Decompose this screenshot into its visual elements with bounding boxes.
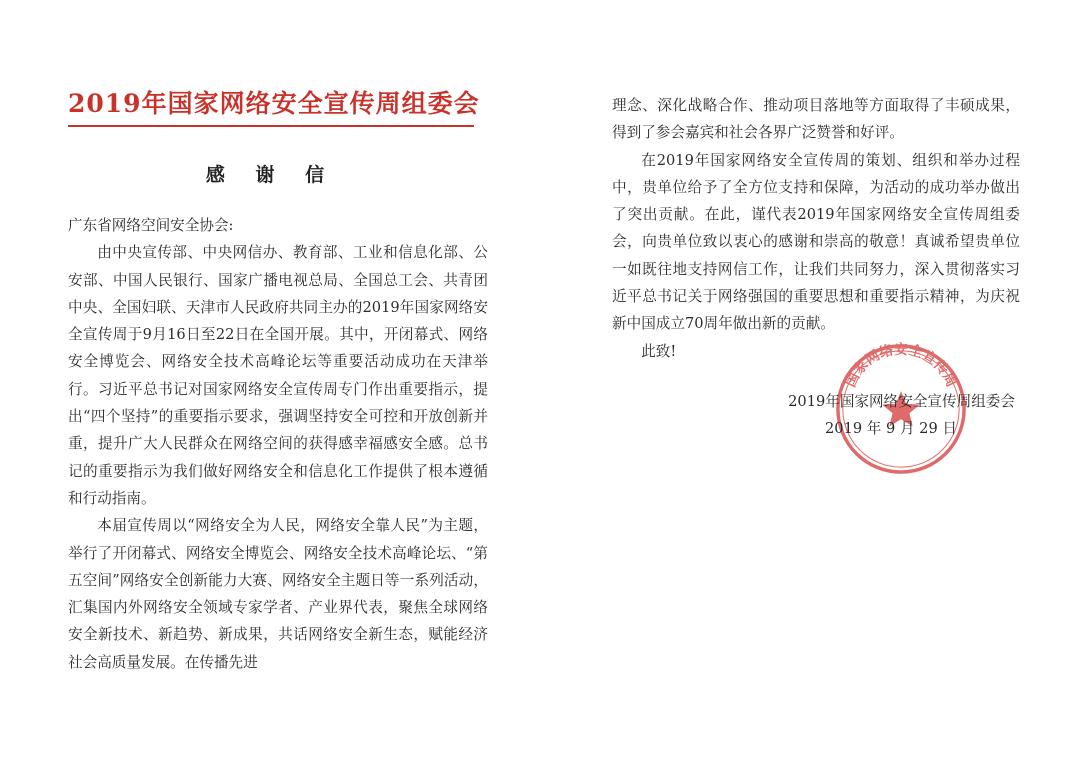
letter-title: 感 谢 信 [205,164,337,186]
signature-block [690,388,1015,442]
right-column-body [612,92,1020,365]
seal-text: 国家网络安全宣传周 [842,341,960,390]
letterhead-rule [68,125,474,127]
left-column-body [68,212,488,676]
paragraph-3: 在2019年国家网络安全宣传周的策划、组织和举办过程中，贵单位给予了全方位支持和保障，为活动的成功举办做出了突出贡献。在此，谨代表2019年国家网络安全宣传周组委会，向贵单位致以衷心的感谢和崇高的敬意！真诚希望贵单位一如既往地支持网信工作，让我们共同努力，深入贯彻落实习近平总书记关于网络强国的重要思想和重要指示精神，为庆祝新中国成立70周年做出新的贡献。 [612,151,1020,333]
paragraph-2-continued: 理念、深化战略合作、推动项目落地等方面取得了丰硕成果，得到了参会嘉宾和社会各界广泛赞誉和好评。 [612,97,1020,142]
closing-salute: 此致! [641,342,677,360]
paragraph-2: 本届宣传周以“网络安全为人民，网络安全靠人民”为主题，举行了开闭幕式、网络安全博览会、网络安全技术高峰论坛、“第五空间”网络安全创新能力大赛、网络安全主题日等一系列活动，汇集国内外网络安全领域专家学者、产业界代表，聚焦全球网络安全新技术、新趋势、新成果，共话网络安全新生态，赋能经济社会高质量发展。在传播先进 [68,517,488,671]
svg-text:国家网络安全宣传周 [842,341,959,390]
paragraph-1: 由中央宣传部、中央网信办、教育部、工业和信息化部、公安部、中国人民银行、国家广播电视总局、全国总工会、共青团中央、全国妇联、天津市人民政府共同主办的2019年国家网络安全宣传周于9月16日至22日在全国开展。其中，开闭幕式、网络安全博览会、网络安全技术高峰论坛等重要活动成功在天津举行。习近平总书记对国家网络安全宣传周专门作出重要指示，提出“四个坚持”的重要指示要求，强调坚持安全可控和开放创新并重，提升广大人民群众在网络空间的获得感幸福感安全感。总书记的重要指示为我们做好网络安全和信息化工作提供了根本遵循和行动指南。 [68,244,488,507]
letterhead-organization: 2019年国家网络安全宣传周组委会 [68,89,480,118]
signature-date: 2019 年 9 月 29 日 [825,420,957,437]
signature-organization: 2019年国家网络安全宣传周组委会 [788,393,1015,410]
salutation: 广东省网络空间安全协会: [68,217,234,234]
